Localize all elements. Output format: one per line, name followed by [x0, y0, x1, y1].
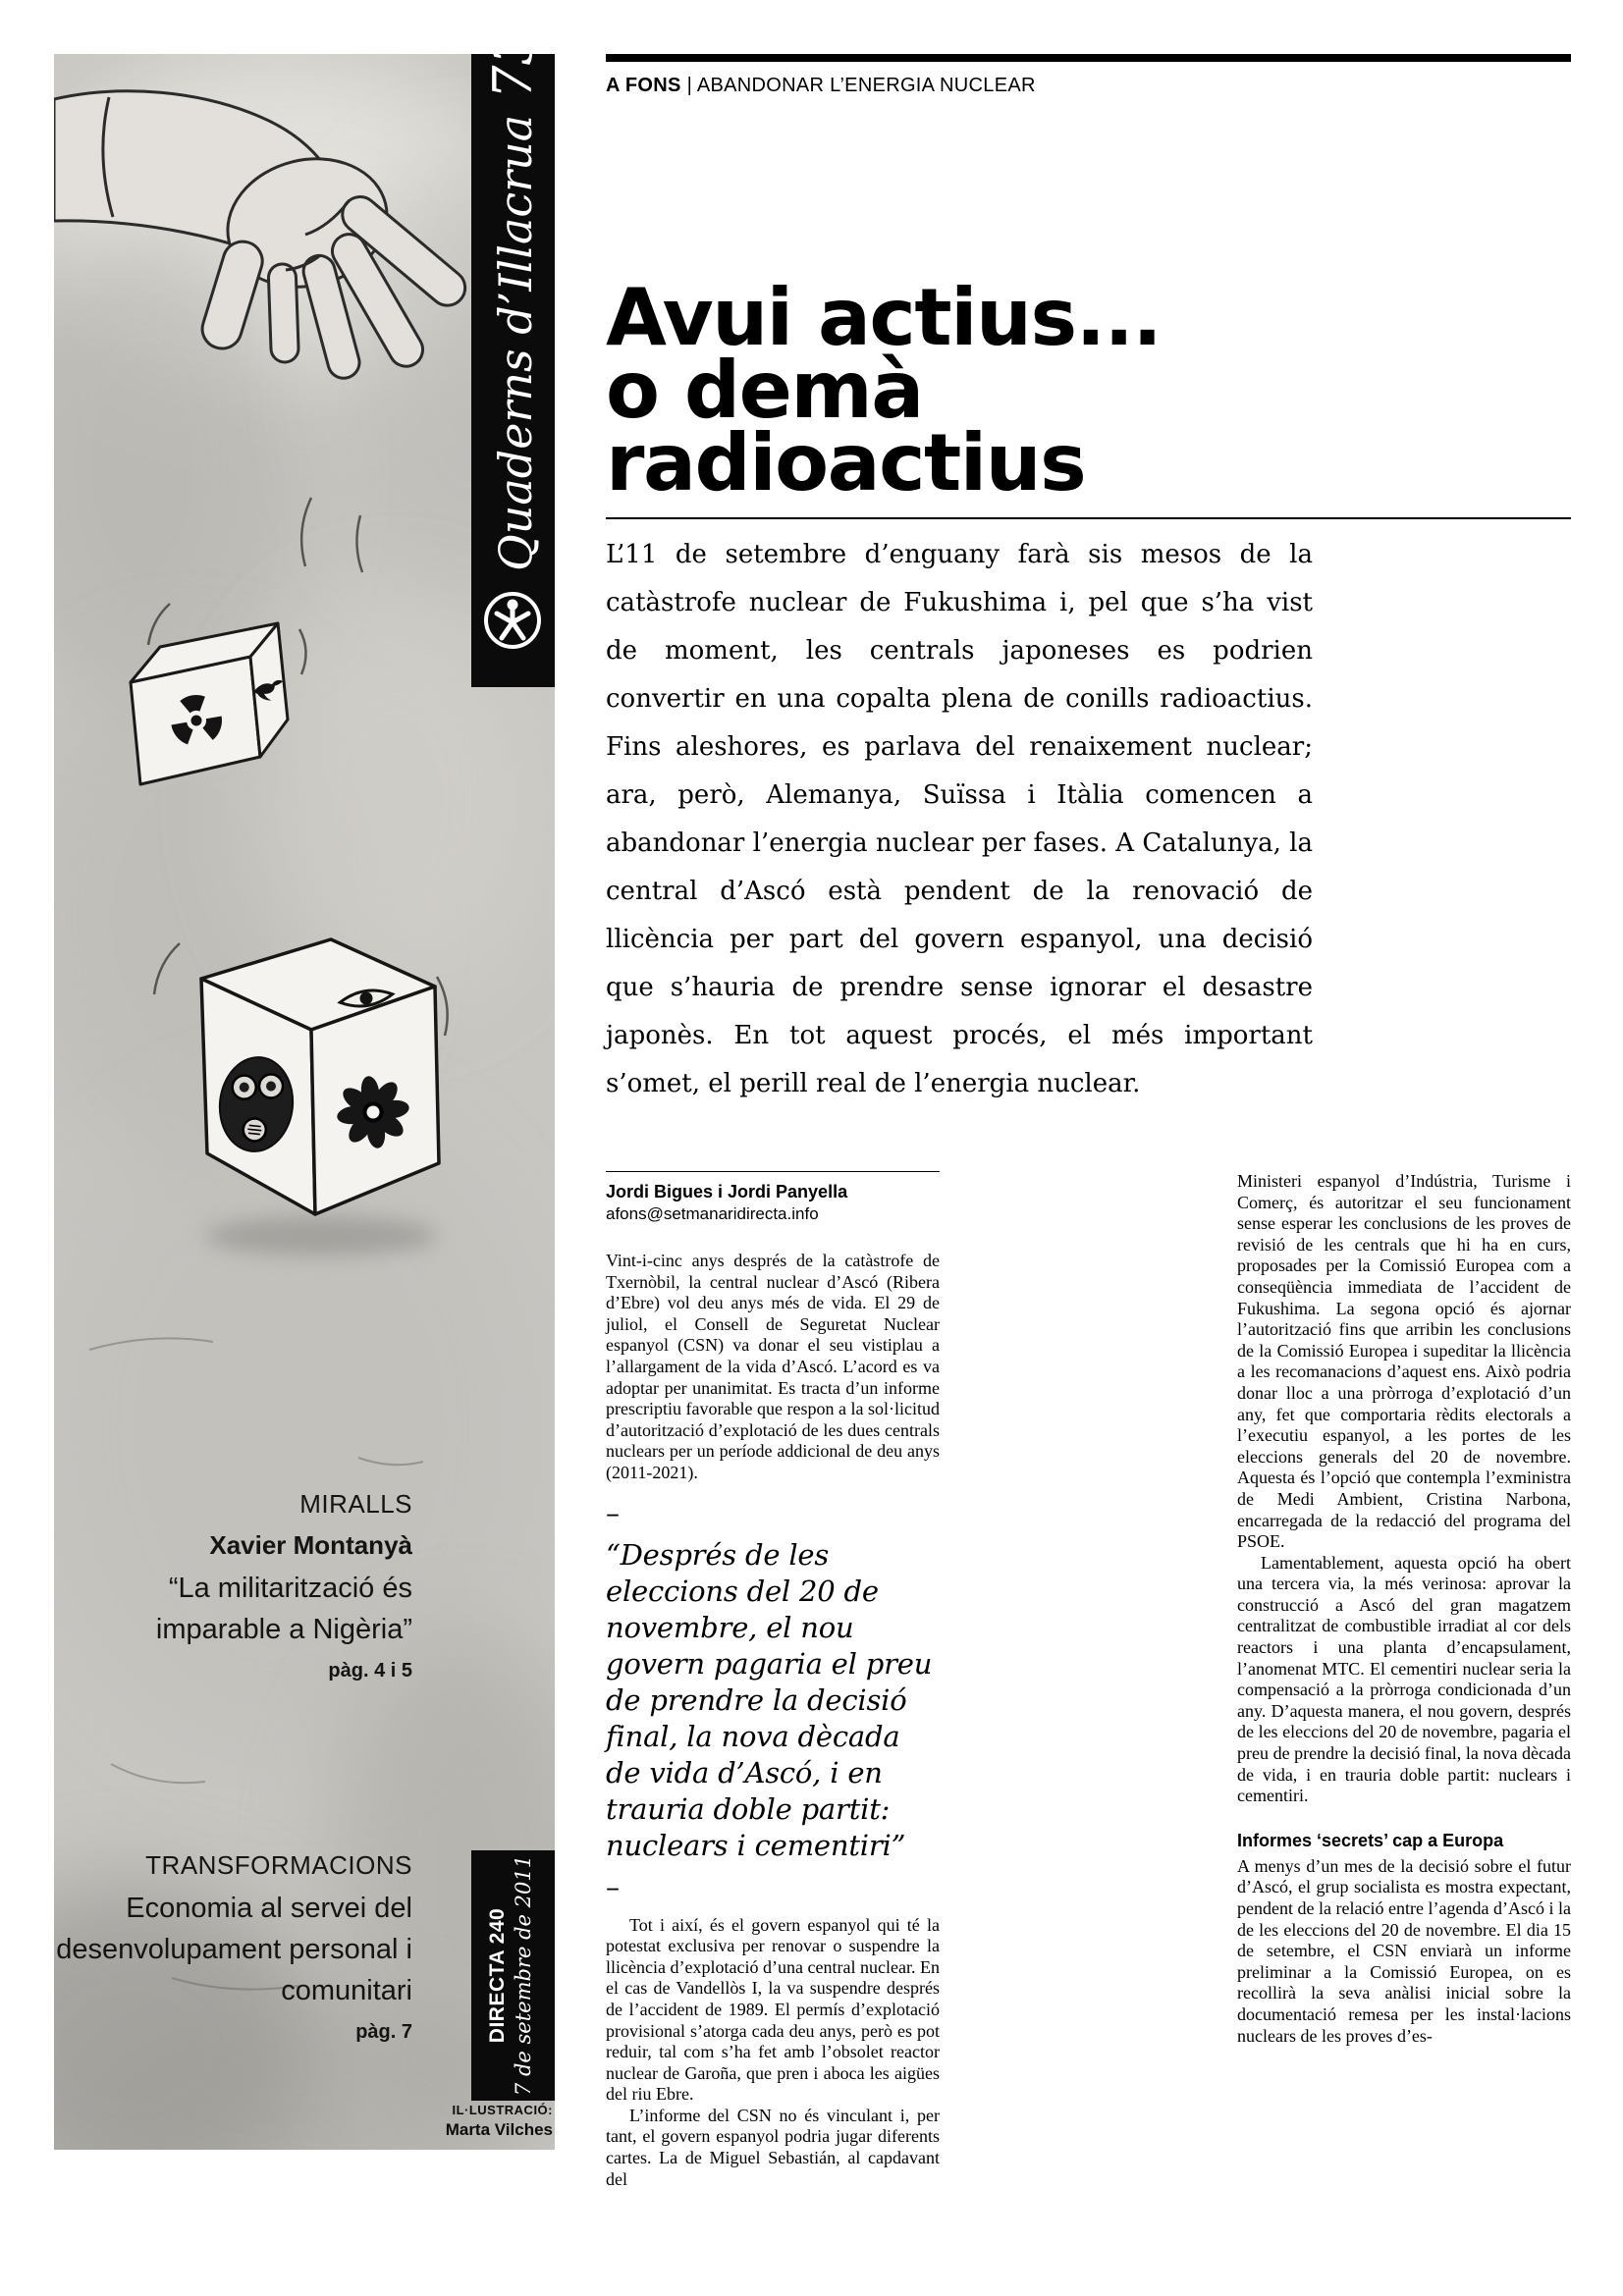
paragraph: L’informe del CSN no és vinculant i, per tant, el govern espanyol podria jugar diferents cartes. La de Miguel Sebastián, al capdavant del [606, 2105, 940, 2189]
credit-name: Marta Vilches [445, 2120, 553, 2139]
kicker-section: A FONS [606, 75, 681, 96]
teaser-section-label: TRANSFORMACIONS [145, 1850, 412, 1880]
teaser-list [54, 1487, 412, 2045]
kicker-topic: | ABANDONAR L’ENERGIA NUCLEAR [686, 75, 1036, 96]
lede: L’11 de setembre d’enguany farà sis mesos de la catàstrofe nuclear de Fukushima i, pel que s’ha vist de moment, les centrals japoneses es podrien convertir en una copalta plena de conills radioactius. Fins aleshores, es parlava del renaixement nuclear; ara, però, Alemanya, Suïssa i Itàlia comencen a abandonar l’energia nuclear per fases. A Catalunya, la central d’Ascó està pendent de la renovació de llicència per part del govern espanyol, una decisió que s’hauria de prendre sense ignorar el desastre japonès. En tot aquest procés, el més important s’omet, el perill real de l’energia nuclear. [606, 540, 1314, 1098]
paragraph: Ministeri espanyol d’Indústria, Turisme i Comerç, és autoritzar el seu funcionament sense esperar les conclusions de les proves de revisió de les centrals que hi ha en curs, proposades per la Comissió Europea com a conseqüència immediata de l’accident de Fukushima. La segona opció és ajornar l’autorització fins que arribin les conclusions de la Comissió Europea i supeditar la llicència a les recomanacions d’aquest ens. Això podria donar lloc a una pròrroga d’explotació d’un any, fet que comportaria rèdits electorals a l’executiu espanyol, a les portes de les eleccions generals del 20 de novembre. Aquesta és l’opció que contempla l’exministra de Medi Ambient, Cristina Narbona, encarregada de la redacció del programa del PSOE. [1237, 1171, 1571, 1552]
headline-line-1: Avui actius... [606, 272, 1162, 363]
subhead: Informes ‘secrets’ cap a Europa [1237, 1830, 1504, 1850]
article [606, 54, 1571, 2190]
die-shadow [205, 1216, 437, 1255]
body-columns [606, 1171, 1571, 2190]
illacrua-logo-icon [482, 590, 543, 651]
cover-illustration [54, 31, 555, 2150]
teaser-miralls [54, 1487, 412, 1683]
author-names: Jordi Bigues i Jordi Panyella [606, 1182, 848, 1201]
directa-banner-text [471, 1850, 555, 2101]
paragraph: Lamentablement, aquesta opció ha obert una tercera via, la més verinosa: aprovar la construcció a Ascó del gran magatzem centralitzat de combustible irradiat al cor dels reactors i una planta d’encapsulament, l’anomenat MTC. El cementiri nuclear seria la compensació a la pròrroga condicionada d’un any. D’aquesta manera, el nou govern, després de les eleccions del 20 de novembre, pagaria el preu de prendre la decisió final, la nova dècada de vida, i en trauria doble partit: nuclears i cementiri. [1237, 1552, 1571, 1806]
body-column-1 [606, 1171, 940, 2190]
body-column-2 [1237, 1171, 1571, 2190]
teaser-title: Economia al servei del desenvolupament personal i comunitari [56, 1893, 412, 2006]
pull-quote [606, 1496, 940, 1903]
pull-quote-dash-top: – [606, 1496, 620, 1529]
teaser-title: “La militarització és imparable a Nigèria” [155, 1573, 412, 1645]
teaser-page-ref: pàg. 7 [355, 2021, 412, 2043]
section-kicker [606, 74, 1571, 97]
headline [606, 272, 1571, 508]
teaser-author: Xavier Montanyà [209, 1530, 412, 1560]
issue-number: 73 [482, 31, 544, 99]
teaser-page-ref: pàg. 4 i 5 [328, 1660, 412, 1682]
quaderns-banner [471, 31, 555, 687]
quaderns-name: Quaderns d’Illacrua [489, 114, 542, 571]
paragraph: A menys d’un mes de la decisió sobre el futur d’Ascó, el grup socialista es mostra expectant, pendent de la relació entre l’agenda d’Ascó i la de les eleccions del 20 de novembre. El dia 15 de setembre, el CSN enviarà un informe preliminar a la Comissió Europea, on es recollirà la seva anàlisi inicial sobre la documentació remesa per les instal·lacions nuclears de les proves d’es- [1237, 1855, 1571, 2046]
paragraph: Vint-i-cinc anys després de la catàstrofe de Txernòbil, la central nuclear d’Ascó (Ribera d’Ebre) vol deu anys més de vida. El 29 de juliol, el Consell de Seguretat Nuclear espanyol (CSN) va donar el seu vistiplau a l’allargament de la vida d’Ascó. L’acord es va adoptar per unanimitat. Es tracta d’un informe prescriptiu favorable que respon a la sol·licitud d’autorització d’explotació de les dues centrals nuclears per un període addicional de deu anys (2011-2021). [606, 1251, 940, 1482]
author-email: afons@setmanaridirecta.info [606, 1204, 819, 1223]
headline-line-3: radioactius [606, 417, 1086, 508]
directa-date: 7 de setembre de 2011 [512, 1854, 535, 2097]
paragraph: Tot i així, és el govern espanyol qui té la potestat exclusiva per renovar o suspendre la llicència d’explotació d’una central nuclear. En el cas de Vandellòs I, la va suspendre després de l’accident de 1989. El permís d’explotació provisional s’atorga cada deu anys, però es pot reduir, tal com s’ha fet amb l’obsolet reactor nuclear de Garoña, que pren i aboca les aigües del riu Ebre. [606, 1914, 940, 2105]
credit-label: IL·LUSTRACIÓ: [452, 2103, 553, 2117]
illustration-credit [446, 2102, 553, 2141]
teaser-transformacions [54, 1848, 412, 2045]
directa-issue: DIRECTA 240 [486, 1907, 509, 2044]
pull-quote-text: “Després de les eleccions del 20 de novembre, el nou govern pagaria el preu de prendre la decisió final, la nova dècada de vida d’Ascó, i en trauria doble partit: nuclears i cementiri” [606, 1537, 933, 1862]
pull-quote-dash-bottom: – [606, 1870, 620, 1903]
kicker-rule [606, 54, 1571, 62]
directa-banner [471, 1850, 555, 2101]
byline [606, 1171, 940, 1225]
teaser-section-label: MIRALLS [299, 1489, 412, 1519]
headline-rule [606, 517, 1571, 519]
headline-line-2: o demà [606, 345, 923, 436]
